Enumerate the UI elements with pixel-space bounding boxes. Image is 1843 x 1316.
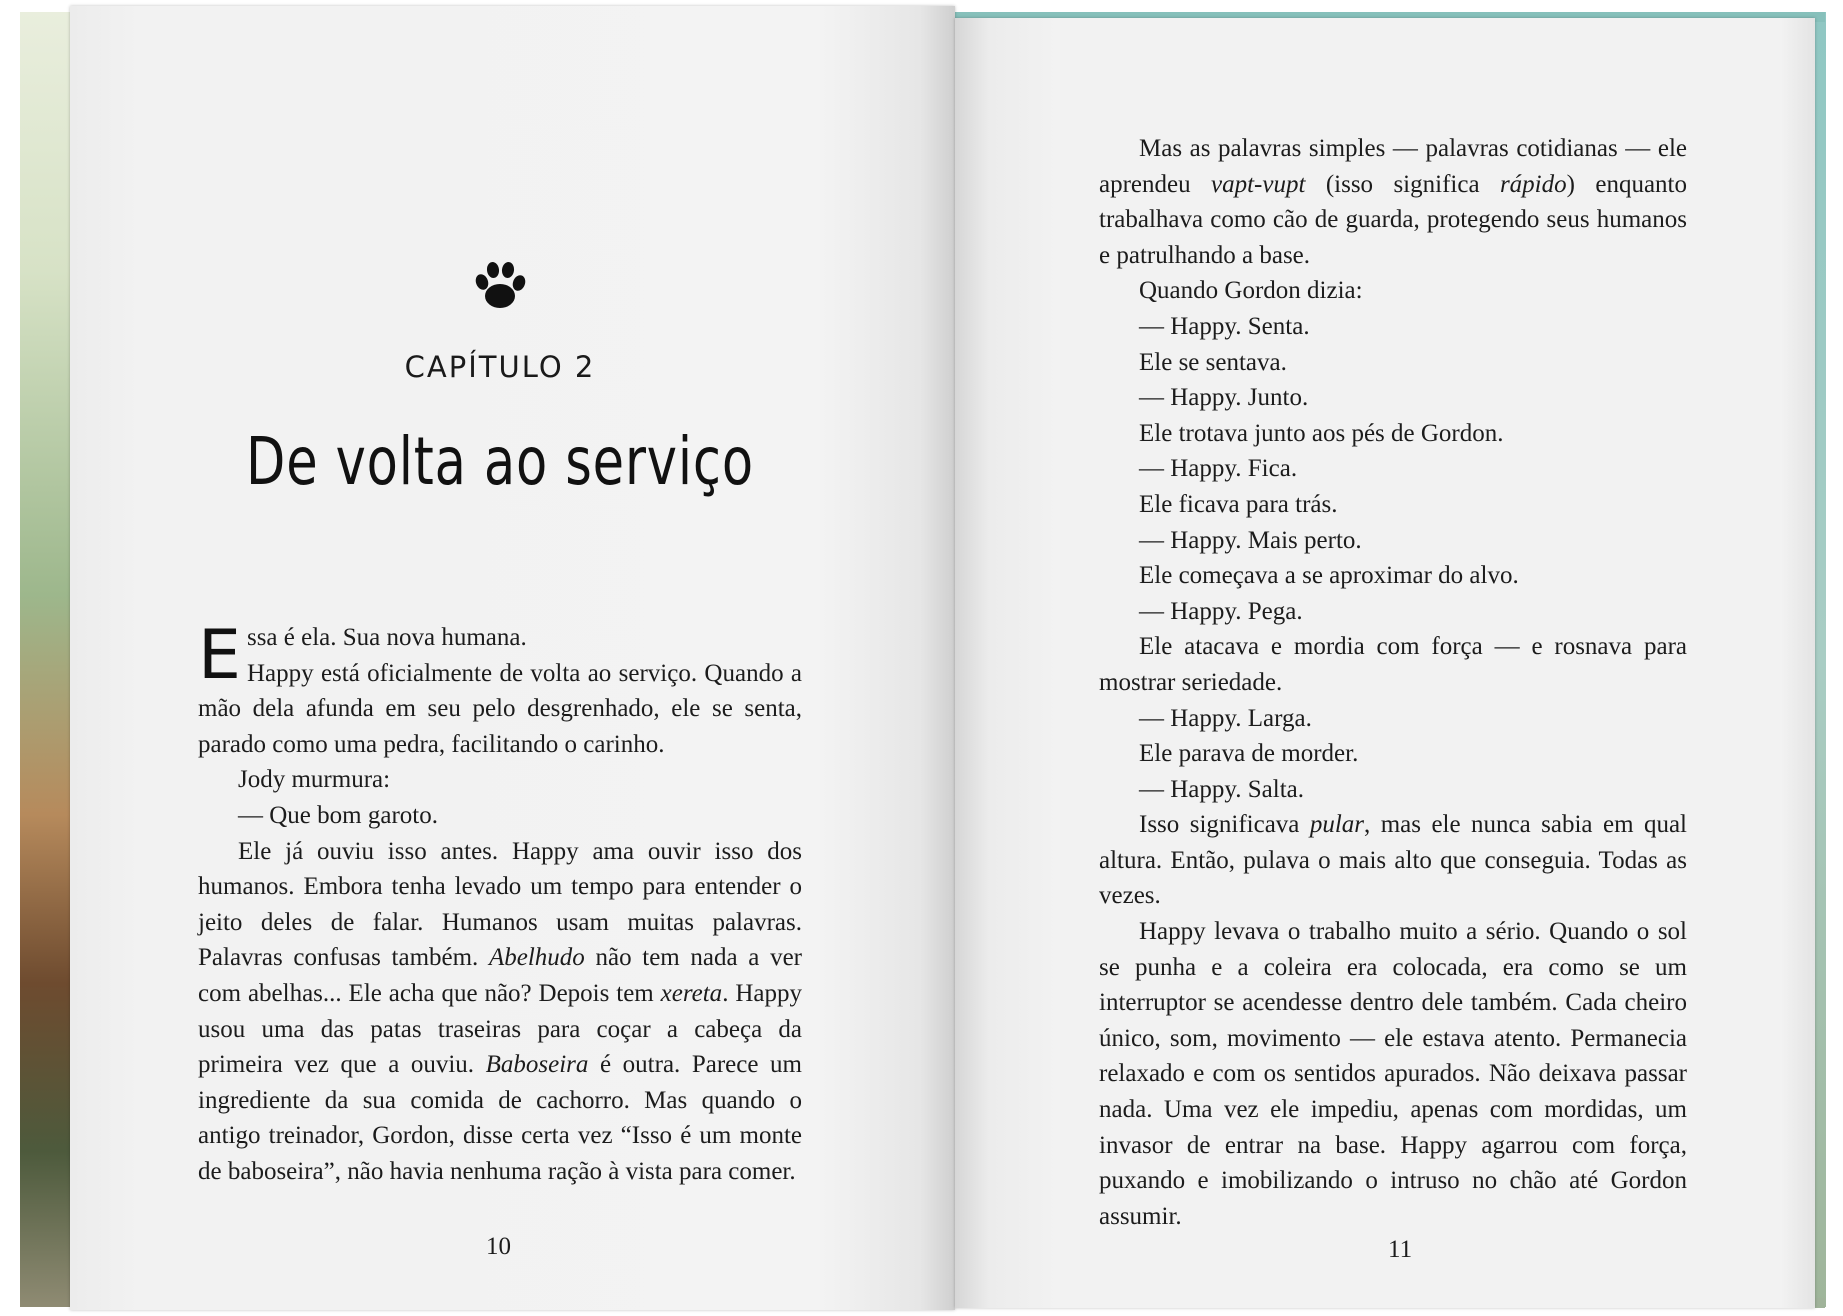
paragraph: [1099, 416, 1687, 452]
paragraph: [1099, 380, 1687, 416]
text-run: — Happy. Larga.: [1139, 704, 1312, 732]
text-run: — Happy. Salta.: [1139, 775, 1305, 803]
italic-word: rápido: [1499, 170, 1567, 198]
page-number-right: 11: [1388, 1236, 1413, 1263]
text-run: (isso significa: [1305, 170, 1500, 198]
text-run: ) enquanto trabalhava como cão de guarda, protegendo seus humanos e patrulhando a base.: [1099, 170, 1687, 269]
paragraph: [1099, 772, 1687, 808]
paragraph: [198, 834, 802, 1190]
italic-word: Abelhudo: [488, 944, 585, 972]
text-run: , mas ele nunca sabia em qual altura. Então, pulava o mais alto que conseguia. Todas as vezes.: [1099, 811, 1687, 910]
text-run: . Happy usou uma das patas traseiras para coçar a cabeça da primeira vez que a ouviu.: [198, 979, 802, 1079]
text-run: é outra. Parece um ingrediente da sua comida de cachorro. Mas quando o antigo treinador, Gordon, disse certa vez “Isso é um monte de baboseira”, não havia nenhuma ração à vista para comer.: [198, 1051, 802, 1185]
paragraph: [1099, 345, 1687, 381]
text-run: não tem nada a ver com abelhas... Ele acha que não? Depois tem: [198, 944, 802, 1007]
paragraph: [1099, 487, 1687, 523]
paragraph: [1099, 701, 1687, 737]
page-number-left: 10: [486, 1233, 511, 1260]
paragraph: [1099, 131, 1687, 273]
italic-word: pular: [1309, 811, 1365, 839]
text-run: Ele trotava junto aos pés de Gordon.: [1139, 419, 1504, 447]
paragraph: [1099, 629, 1687, 700]
paragraph: [198, 798, 802, 834]
text-run: Ele começava a se aproximar do alvo.: [1139, 562, 1519, 590]
paragraph: [1099, 558, 1687, 594]
text-run: ssa é ela. Sua nova humana.: [246, 624, 527, 651]
text-run: Ele atacava e mordia com força — e rosnava para mostrar seriedade.: [1099, 633, 1687, 696]
paragraph: [1099, 523, 1687, 559]
text-run: Ele já ouviu isso antes. Happy ama ouvir isso dos humanos. Embora tenha levado um tempo para entender o jeito deles de falar. Humanos usam muitas palavras. Palavras confusas também.: [198, 837, 802, 972]
chapter-title: De volta ao serviço: [246, 423, 754, 500]
paragraph: [1099, 273, 1687, 309]
paragraph: [1099, 736, 1687, 772]
paragraph: [1099, 594, 1687, 630]
drop-cap: E: [198, 616, 241, 695]
text-run: — Happy. Pega.: [1139, 597, 1303, 625]
text-run: Ele ficava para trás.: [1139, 490, 1338, 518]
text-run: Quando Gordon dizia:: [1139, 277, 1363, 305]
paragraph: [1099, 451, 1687, 487]
text-run: — Happy. Senta.: [1139, 312, 1310, 340]
text-run: — Happy. Junto.: [1139, 384, 1309, 412]
right-page-body: [1099, 131, 1687, 1234]
text-run: Ele se sentava.: [1139, 348, 1287, 376]
text-run: Mas as palavras simples — palavras cotidianas — ele aprendeu: [1099, 135, 1687, 198]
italic-word: vapt-vupt: [1211, 170, 1306, 198]
paragraph: [198, 762, 802, 798]
text-run: — Que bom garoto.: [238, 801, 438, 829]
cover-art-edge-left: [20, 12, 75, 1307]
left-page-body: [198, 616, 802, 1190]
paragraph: [1099, 309, 1687, 345]
italic-word: Baboseira: [485, 1051, 589, 1079]
text-run: Isso significava: [1139, 811, 1310, 839]
paragraph: [1099, 914, 1687, 1234]
paragraph: [198, 656, 802, 763]
paragraph: [198, 620, 802, 656]
text-run: Happy levava o trabalho muito a sério. Quando o sol se punha e a coleira era colocada, era como se um interruptor se acendesse dentro dele também. Cada cheiro único, som, movimento — ele estava atento. Permanecia relaxado e com os sentidos apurados. Não deixava passar nada. Uma vez ele impediu, apenas com mordidas, um invasor de entrar na base. Happy agarrou com força, puxando e imobilizando o intruso no chão até Gordon assumir.: [1099, 918, 1687, 1230]
paragraph: [1099, 807, 1687, 914]
paw-print-icon: [470, 256, 530, 316]
italic-word: xereta: [660, 979, 723, 1007]
chapter-label: CAPÍTULO 2: [404, 350, 596, 384]
text-run: Ele parava de morder.: [1139, 740, 1359, 768]
text-run: — Happy. Mais perto.: [1139, 526, 1362, 554]
text-run: Happy está oficialmente de volta ao serviço. Quando a mão dela afunda em seu pelo desgrenhado, ele se senta, parado como uma pedra, facilitando o carinho.: [198, 659, 802, 758]
text-run: Jody murmura:: [238, 766, 391, 794]
text-run: — Happy. Fica.: [1139, 455, 1298, 483]
